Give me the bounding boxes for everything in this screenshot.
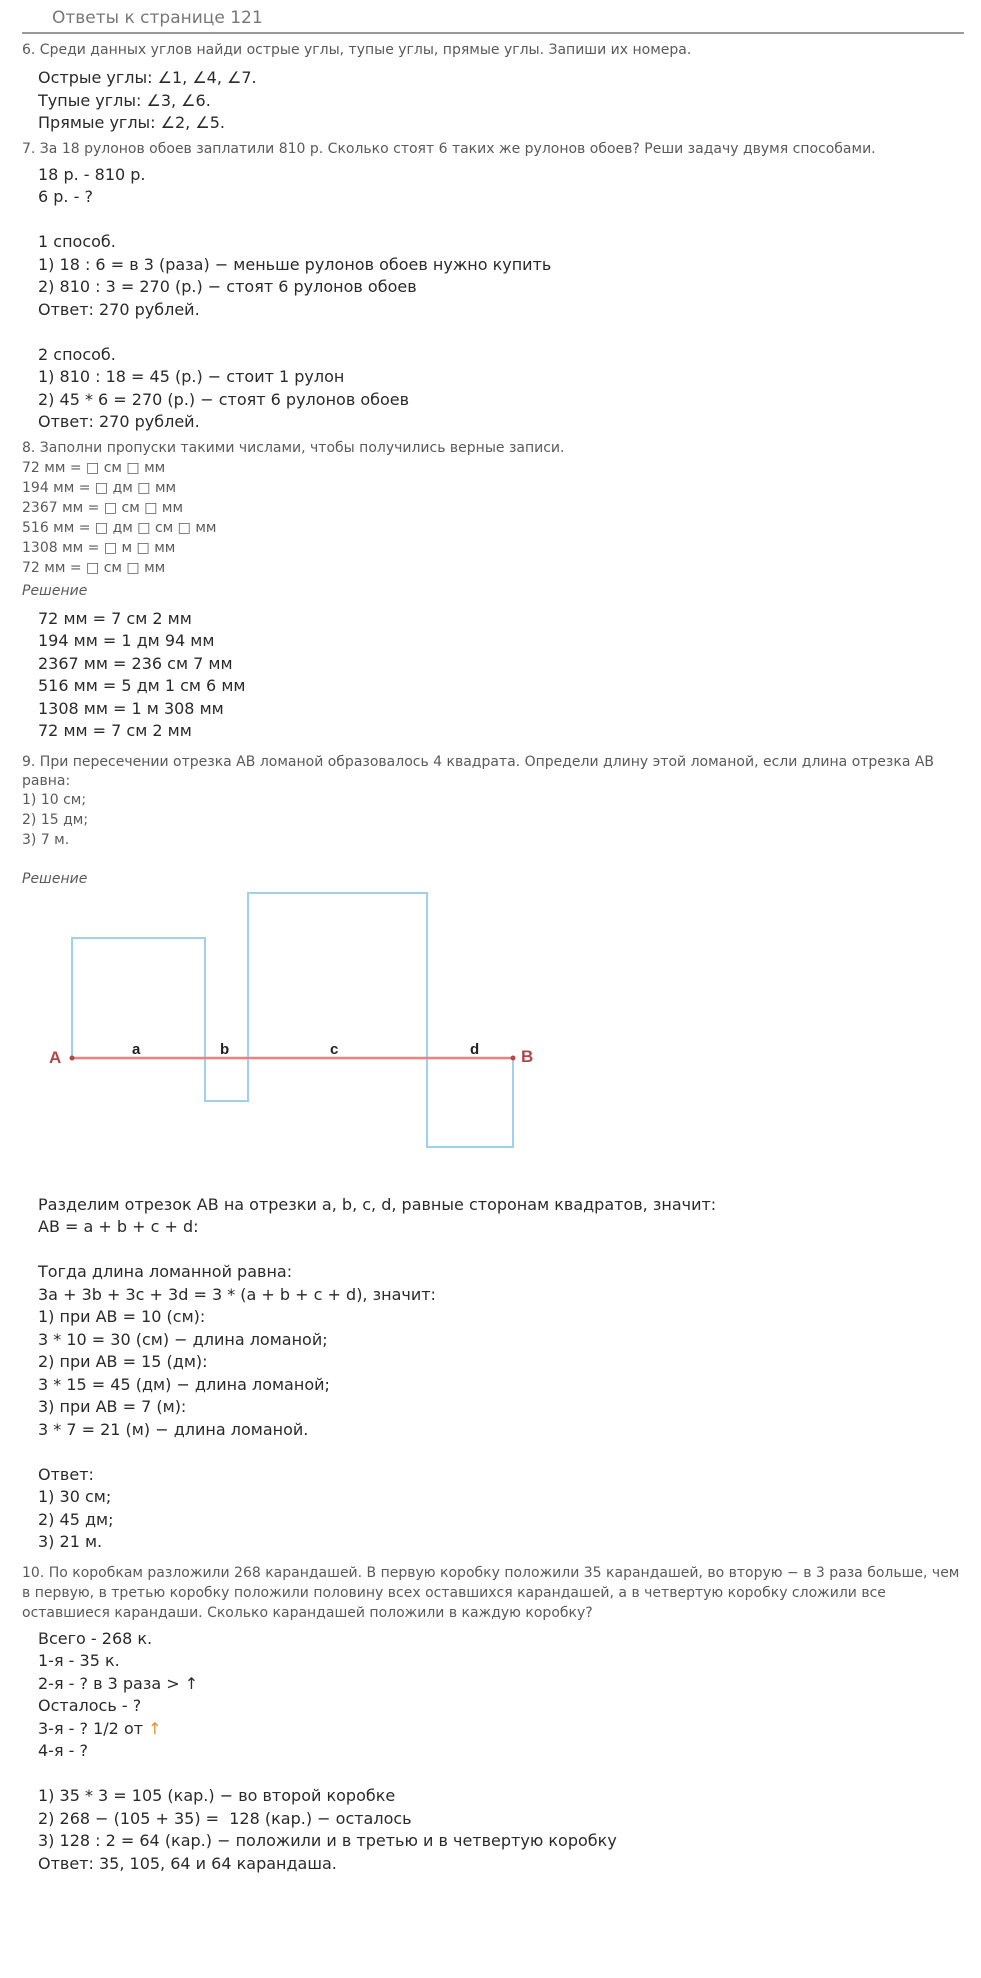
task-7-question: 7. За 18 рулонов обоев заплатили 810 р. Сколько стоят 6 таких же рулонов обоев? Реши задачу двумя способами. <box>22 140 876 157</box>
solution-line: 3 * 10 = 30 (см) − длина ломаной; <box>38 1329 328 1349</box>
solution-line: 1) при АВ = 10 (см): <box>38 1307 206 1326</box>
exercise-line: 1308 мм = □ м □ мм <box>22 539 176 556</box>
solution-line: 1) 30 см; <box>38 1487 112 1506</box>
solution-line: 3) 128 : 2 = 64 (кар.) − положили и в третью и в четвертую коробку <box>38 1831 617 1850</box>
solution-line: 3 * 15 = 45 (дм) − длина ломаной; <box>38 1374 330 1394</box>
solution-line: 2) 268 − (105 + 35) = 128 (кар.) − осталось <box>38 1808 412 1828</box>
solution-line: Ответ: <box>38 1464 94 1484</box>
square-1 <box>72 938 205 1058</box>
solution-line: Разделим отрезок АВ на отрезки a, b, c, d, равные сторонам квадратов, значит: <box>38 1194 717 1214</box>
exercise-line: 72 мм = □ см □ мм <box>22 559 166 576</box>
method-line: 2) 45 * 6 = 270 (р.) − стоят 6 рулонов обоев <box>38 389 410 409</box>
method-line: 1 способ. <box>38 232 116 251</box>
solution-line: Тогда длина ломанной равна: <box>38 1262 293 1281</box>
label-point-a: A <box>49 1047 62 1067</box>
solution-line: 3) 21 м. <box>38 1532 103 1551</box>
task-6-answer <box>22 67 964 135</box>
question-line: 10. По коробкам разложили 268 карандашей. В первую коробку положили 35 карандашей, во вторую − в 3 раза больше, чем <box>22 1564 960 1581</box>
up-arrow-icon: ↑ <box>148 1718 162 1738</box>
solution-label: Решение <box>22 582 88 599</box>
question-line: оставшиеся карандаши. Сколько карандашей положили в каждую коробку? <box>22 1604 593 1621</box>
task-9-options <box>22 790 964 850</box>
method-line: Ответ: 270 рублей. <box>38 412 200 431</box>
broken-line-figure <box>22 891 964 1191</box>
page <box>22 0 964 1875</box>
given-line: 6 р. - ? <box>38 187 93 206</box>
given-second-text: 2-я - ? в 3 раза > <box>38 1673 185 1693</box>
solution-line <box>38 1239 964 1262</box>
given-line: 1-я - 35 к. <box>38 1651 120 1670</box>
solution-line: 194 мм = 1 дм 94 мм <box>38 631 215 650</box>
solution-line: 2) 45 дм; <box>38 1509 114 1529</box>
solution-line: 3) при АВ = 7 (м): <box>38 1397 187 1416</box>
given-line <box>38 1673 964 1696</box>
task-6 <box>22 40 964 135</box>
option-line: 1) 10 см; <box>22 791 87 808</box>
solution-line: 1) 35 * 3 = 105 (кар.) − во второй коробке <box>38 1786 396 1805</box>
option-line: 3) 7 м. <box>22 831 70 848</box>
question-line: равна: <box>22 772 71 789</box>
label-point-b: B <box>521 1046 534 1066</box>
solution-line: 72 мм = 7 см 2 мм <box>38 721 192 740</box>
solution-line: АВ = a + b + c + d: <box>38 1217 199 1236</box>
point-b <box>511 1055 516 1060</box>
answer-line: Тупые углы: ∠3, ∠6. <box>38 90 211 110</box>
method-line: Ответ: 270 рублей. <box>38 299 200 319</box>
solution-label: Решение <box>22 870 88 887</box>
task-8-question: 8. Заполни пропуски такими числами, чтобы получились верные записи. <box>22 439 565 456</box>
answer-line: Острые углы: ∠1, ∠4, ∠7. <box>38 68 257 87</box>
task-10 <box>22 1563 964 1876</box>
figure-svg <box>22 891 542 1191</box>
square-3 <box>248 893 427 1058</box>
task-6-question: 6. Среди данных углов найди острые углы, тупые углы, прямые углы. Запиши их номера. <box>22 42 692 58</box>
up-arrow-icon: ↑ <box>184 1673 199 1693</box>
task-7 <box>22 139 964 434</box>
option-line: 2) 15 дм; <box>22 811 89 828</box>
exercise-line: 2367 мм = □ см □ мм <box>22 499 184 516</box>
solution-line: 2) при АВ = 15 (дм): <box>38 1352 208 1371</box>
given-line: 18 р. - 810 р. <box>38 164 146 184</box>
question-line: в первую, в третью коробку положили половину всех оставшихся карандашей, а в четвертую коробку сложили все <box>22 1584 886 1601</box>
given-line: Всего - 268 к. <box>38 1628 153 1648</box>
solution-line: 3 * 7 = 21 (м) − длина ломаной. <box>38 1419 309 1439</box>
page-header <box>22 0 964 34</box>
point-a <box>70 1055 75 1060</box>
task-8 <box>22 438 964 743</box>
given-line <box>38 1718 964 1741</box>
task-10-answer <box>22 1628 964 1876</box>
label-segment-b: b <box>220 1040 230 1058</box>
label-segment-a: a <box>132 1040 141 1058</box>
solution-line: Ответ: 35, 105, 64 и 64 карандаша. <box>38 1853 337 1873</box>
task-7-answer <box>22 164 964 434</box>
task-9 <box>22 752 964 1554</box>
solution-line: 2367 мм = 236 см 7 мм <box>38 653 233 673</box>
given-third-text: 3-я - ? 1/2 от <box>38 1718 149 1738</box>
exercise-line: 194 мм = □ дм □ мм <box>22 479 177 496</box>
label-segment-d: d <box>470 1040 480 1058</box>
task-8-items <box>22 458 964 578</box>
solution-line <box>38 1441 964 1464</box>
question-line: 9. При пересечении отрезка АВ ломаной образовалось 4 квадрата. Определи длину этой ломаной, если длина отрезка АВ <box>22 753 935 770</box>
page-title: Ответы к странице 121 <box>52 8 263 28</box>
exercise-line: 72 мм = □ см □ мм <box>22 459 166 476</box>
task-8-solution <box>22 608 964 743</box>
solution-line: 516 мм = 5 дм 1 см 6 мм <box>38 676 246 695</box>
solution-line: 72 мм = 7 см 2 мм <box>38 608 192 628</box>
task-9-question <box>22 752 964 790</box>
solution-line: 3a + 3b + 3c + 3d = 3 * (a + b + c + d), значит: <box>38 1284 436 1304</box>
given-line: 4-я - ? <box>38 1741 89 1760</box>
label-segment-c: c <box>330 1040 339 1058</box>
square-2 <box>205 1058 248 1101</box>
task-10-question <box>22 1563 964 1623</box>
task-9-solution <box>22 1194 964 1554</box>
square-4 <box>427 1058 513 1147</box>
method-line: 2 способ. <box>38 344 116 364</box>
answer-line: Прямые углы: ∠2, ∠5. <box>38 113 225 132</box>
method-line: 2) 810 : 3 = 270 (р.) − стоят 6 рулонов обоев <box>38 277 417 296</box>
solution-line: 1308 мм = 1 м 308 мм <box>38 698 224 718</box>
method-line: 1) 18 : 6 = в 3 (раза) − меньше рулонов обоев нужно купить <box>38 254 552 274</box>
given-line: Осталось - ? <box>38 1696 142 1715</box>
exercise-line: 516 мм = □ дм □ см □ мм <box>22 519 217 536</box>
method-line: 1) 810 : 18 = 45 (р.) − стоит 1 рулон <box>38 367 345 386</box>
